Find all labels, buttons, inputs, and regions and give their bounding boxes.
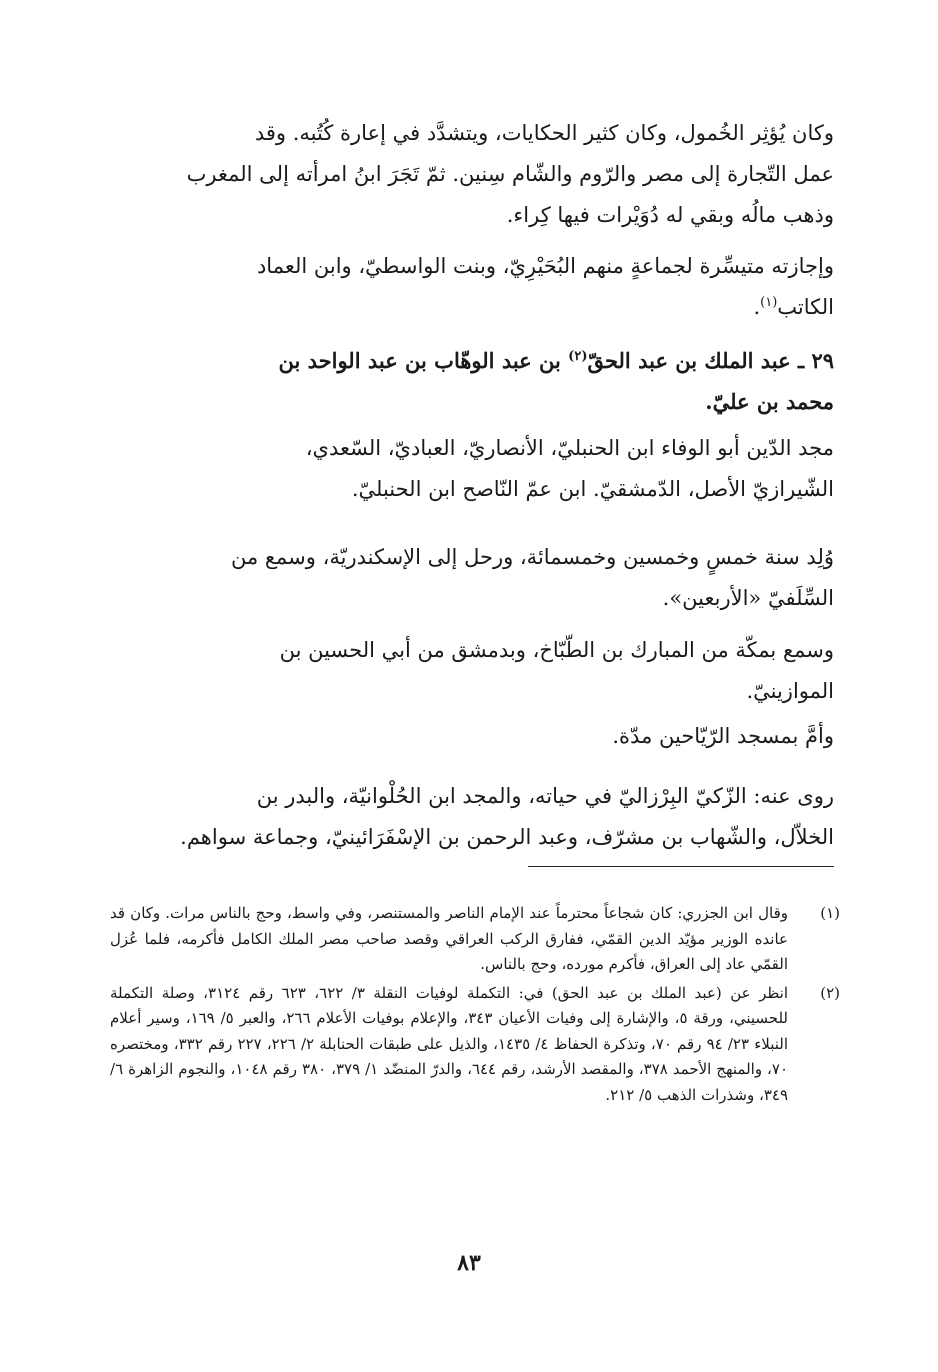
- page-number: ٨٣: [457, 1250, 481, 1276]
- text-line: الخلاّل، والشّهاب بن مشرّف، وعبد الرحمن بن الإسْفَرَائينيّ، وجماعة سواهم.: [180, 825, 834, 849]
- footnote: [110, 981, 840, 1109]
- text-line: الشّيرازيّ الأصل، الدّمشقيّ. ابن عمّ النّاصح ابن الحنبليّ.: [351, 477, 834, 501]
- footnote-marker: (١): [820, 904, 840, 922]
- text-line: الموازينيّ.: [746, 679, 834, 703]
- paragraph-biography-end: [110, 113, 834, 236]
- entry-title-part: ٢٩ ـ عبد الملك بن عبد الحقّ: [587, 348, 834, 373]
- text-span: .: [753, 295, 761, 319]
- footnote-text: انظر عن (عبد الملك بن عبد الحق) في: التكملة لوفيات النقلة ٣/ ٦٢٢، ٦٢٣ رقم ٣١٢٤، وصلة التكملة للحسيني، ورقة ٥، والإشارة إلى وفيات الأعيان ٣٤٣، والإعلام بوفيات الأعلام ٢٦٦، والعبر ٥/ ١٦٩، وسير أعلام النبلاء ٢٣/ ٩٤ رقم ٧٠، وتذكرة الحفاظ ٤/ ١٤٣٥، والذيل على طبقات الحنابلة ٢/ ٢٢٦، ٢٢٧ رقم ٣٣٢، ومختصره ٧٠، والمنهج الأحمد ٣٧٨، والمقصد الأرشد، رقم ٦٤٤، والدرّ المنضّد ١/ ٣٧٩، ٣٨٠ رقم ١٠٤٨، والنجوم الزاهرة ٦/ ٣٤٩، وشذرات الذهب ٥/ ٢١٢.: [110, 983, 789, 1104]
- entry-title-part: بن عبد الوهّاب بن عبد الواحد بن: [278, 348, 569, 373]
- footnote-marker: (٢): [820, 983, 840, 1002]
- text-line: محمد بن عليّ.: [705, 389, 834, 414]
- text-line: وذهب مالُه وبقي له دُوَيْرات فيها كِراء.: [506, 203, 834, 227]
- text-line: مجد الدّين أبو الوفاء ابن الحنبليّ، الأنصاريّ، العباديّ، السّعدي،: [305, 436, 834, 460]
- entry-heading: [110, 340, 834, 422]
- text-line: روى عنه: الزّكيّ البِرْزاليّ في حياته، والمجد ابن الحُلْوانيّة، والبدر بن: [256, 784, 834, 808]
- text-line: وُلِد سنة خمسٍ وخمسين وخمسمائة، ورحل إلى الإسكندريّة، وسمع من: [230, 545, 834, 569]
- footnote-reference: (١): [760, 295, 778, 310]
- footnote-text: وقال ابن الجزري: كان شجاعاً محترماً عند الإمام الناصر والمستنصر، وفي واسط، وحج بالناس مرات. وكان قد عانده الوزير مؤيّد الدين القمّي، ففارق الركب العراقي وقصد صاحب مصر الملك الكامل فأكرمه، فلما عُزل القمّي عاد إلى العراق، فأكرم مورده، وحج بالناس.: [110, 904, 788, 973]
- paragraph-samaa: [110, 630, 834, 712]
- text-line: وكان يُؤثِر الخُمول، وكان كثير الحكايات، ويتشدَّد في إعارة كُتُبه. وقد: [254, 121, 834, 145]
- text-line: عمل التّجارة إلى مصر والرّوم والشّام سِنين. ثمّ تَجَرَ ابنُ امرأته إلى المغرب: [186, 162, 834, 186]
- paragraph-imama: [110, 716, 834, 757]
- paragraph-ijaza: [110, 246, 834, 328]
- text-line: وإجازته متيسِّرة لجماعةٍ منهم البُحَيْرِيّ، وبنت الواسطيّ، وابن العماد: [256, 254, 834, 278]
- footnotes: [110, 901, 840, 1111]
- text-line: وأمَّ بمسجد الرّيّاحين مدّة.: [612, 724, 834, 748]
- footnote: [110, 901, 840, 978]
- paragraph-narrators: [110, 776, 834, 858]
- text-span: الكاتب: [777, 295, 834, 319]
- paragraph-nasab: [110, 428, 834, 510]
- text-line: [110, 340, 834, 381]
- text-line: السِّلَفيّ «الأربعين».: [662, 586, 834, 610]
- text-line: [110, 287, 834, 328]
- footnote-separator: [528, 866, 834, 867]
- paragraph-birth: [110, 537, 834, 619]
- text-line: وسمع بمكّة من المبارك بن الطّبّاخ، وبدمشق من أبي الحسين بن: [279, 638, 834, 662]
- footnote-reference: (٢): [568, 349, 588, 364]
